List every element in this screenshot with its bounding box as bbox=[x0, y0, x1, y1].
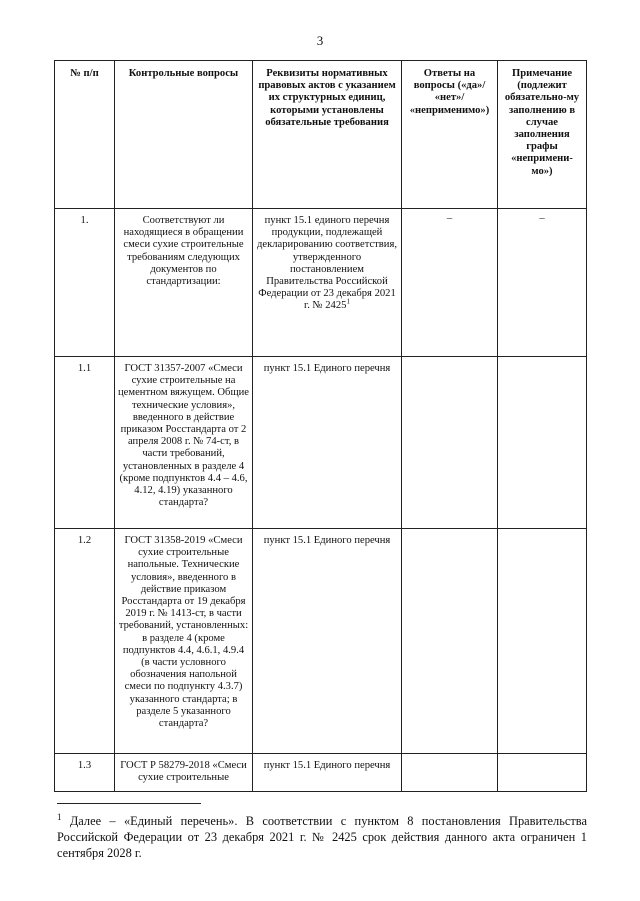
footnote-reference: 1 bbox=[346, 297, 350, 306]
row-note bbox=[498, 529, 587, 754]
row-answer: – bbox=[402, 209, 498, 357]
header-answers: Ответы на вопросы («да»/ «нет»/ «неприменимо») bbox=[402, 61, 498, 209]
table-row bbox=[55, 754, 587, 792]
row-note bbox=[498, 357, 587, 529]
footnote-text: Далее – «Единый перечень». В соответствии с пунктом 8 постановления Правительства Российской Федерации от 23 декабря 2021 г. № 2425 срок действия данного акта ограничен 1 сентября 2028 г. bbox=[57, 814, 587, 861]
header-requisites: Реквизиты нормативных правовых актов с указанием их структурных единиц, которыми установлены обязательные требования bbox=[253, 61, 402, 209]
header-number: № п/п bbox=[55, 61, 115, 209]
row-question: Соответствуют ли находящиеся в обращении смеси сухие строительные требованиям следующих документов по стандартизации: bbox=[115, 209, 253, 357]
row-number: 1.3 bbox=[55, 754, 115, 792]
row-question: ГОСТ 31358-2019 «Смеси сухие строительные напольные. Технические условия», введенного в действие приказом Росстандарта от 19 декабря 2019 г. № 1413-ст, в части требований, установленных: в разделе 4 (кроме подпунктов 4.4, 4.6.1, 4.9.4 (в части условного обозначения напольной смеси по подпункту 4.3.7) указанного стандарта; в разделе 5 указанного стандарта? bbox=[115, 529, 253, 754]
row-answer bbox=[402, 357, 498, 529]
row-note: – bbox=[498, 209, 587, 357]
row-answer bbox=[402, 754, 498, 792]
header-note: Примечание (подлежит обязательно-му заполнению в случае заполнения графы «непримени-мо») bbox=[498, 61, 587, 209]
row-number: 1.2 bbox=[55, 529, 115, 754]
table-row bbox=[55, 529, 587, 754]
footnote-marker: 1 bbox=[57, 812, 62, 822]
row-note bbox=[498, 754, 587, 792]
row-requisites: пункт 15.1 единого перечня продукции, подлежащей декларированию соответствия, утвержденного постановлением Правительства Российской Федерации от 23 декабря 2021 г. № 2425$^1$ bbox=[253, 209, 402, 357]
footnote-separator bbox=[57, 803, 201, 804]
row-answer bbox=[402, 529, 498, 754]
table-row bbox=[55, 209, 587, 357]
row-number: 1. bbox=[55, 209, 115, 357]
row-question: ГОСТ 31357-2007 «Смеси сухие строительные на цементном вяжущем. Общие технические условия», введенного в действие приказом Росстандарта от 2 апреля 2008 г. № 74-ст, в части требований, установленных в разделе 4 (кроме подпунктов 4.4 – 4.6, 4.12, 4.19) указанного стандарта? bbox=[115, 357, 253, 529]
header-questions: Контрольные вопросы bbox=[115, 61, 253, 209]
row-requisites: пункт 15.1 Единого перечня bbox=[253, 529, 402, 754]
table-header-row bbox=[55, 61, 587, 209]
row-requisites: пункт 15.1 Единого перечня bbox=[253, 357, 402, 529]
page-number: 3 bbox=[316, 33, 324, 48]
checklist-table bbox=[54, 60, 587, 792]
footnote bbox=[57, 809, 587, 861]
row-number: 1.1 bbox=[55, 357, 115, 529]
row-question: ГОСТ Р 58279-2018 «Смеси сухие строительные bbox=[115, 754, 253, 792]
table-row bbox=[55, 357, 587, 529]
row-requisites: пункт 15.1 Единого перечня bbox=[253, 754, 402, 792]
